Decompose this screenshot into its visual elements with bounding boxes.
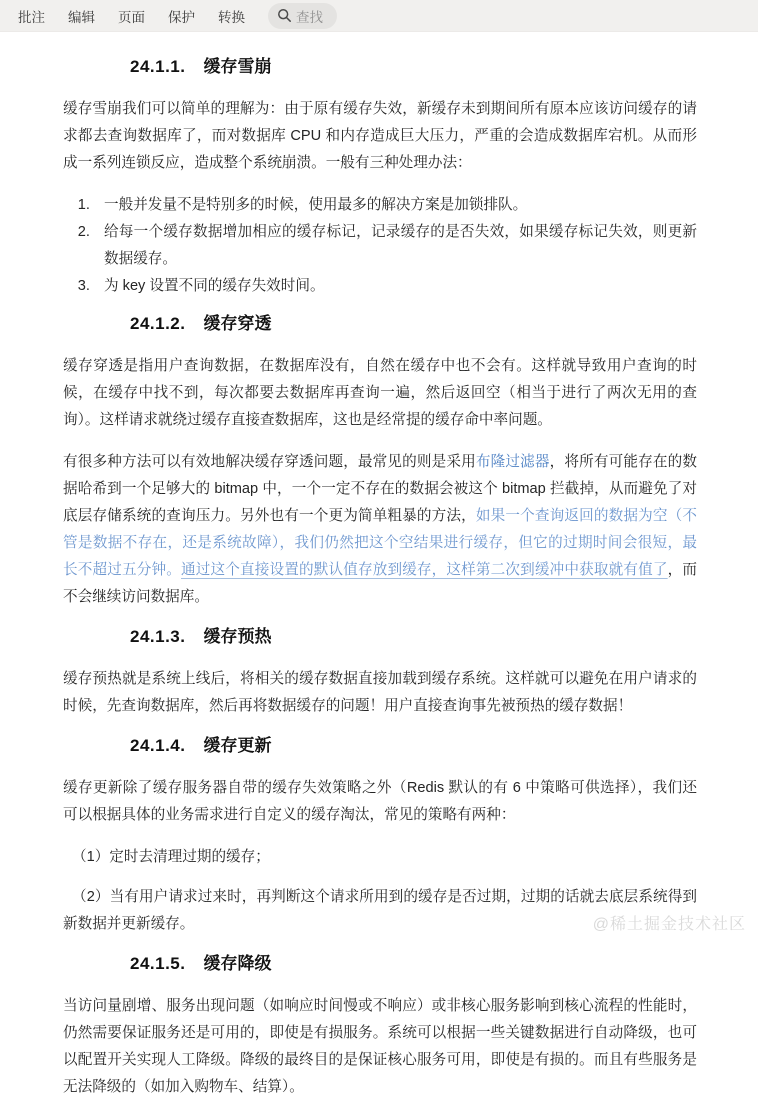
text-run: 有很多种方法可以有效地解决缓存穿透问题，最常见的则是采用 xyxy=(63,454,476,470)
list-item: 2. 给每一个缓存数据增加相应的缓存标记，记录缓存的是否失效，如果缓存标记失效，则更新数据缓存。 xyxy=(94,219,697,273)
highlighted-text-run: 如果一个查询返回的数据为空（不管是数据不存在，还是系统故障），我们仍然把这个空结果进行缓存，但它的过期时间会很短，最长不超过五分钟。 xyxy=(63,508,697,578)
paragraph-penetration-solutions xyxy=(63,449,697,611)
menu-item-edit[interactable]: 编辑 xyxy=(68,9,95,25)
section-number: 24.1.4. xyxy=(130,736,186,755)
list-item: 3. 为 key 设置不同的缓存失效时间。 xyxy=(94,273,697,300)
section-title: 缓存穿透 xyxy=(203,314,272,333)
menu-item-protect[interactable]: 保护 xyxy=(168,9,195,25)
section-title: 缓存更新 xyxy=(203,736,272,755)
section-title: 缓存雪崩 xyxy=(203,57,272,76)
menu-item-convert[interactable]: 转换 xyxy=(218,9,245,25)
paragraph-update-strategy-1: （1）定时去清理过期的缓存； xyxy=(72,849,270,865)
juejin-watermark: @稀土掘金技术社区 xyxy=(592,916,746,933)
text-run: ，将所有可能存在的数据哈希到一个足够大的 bitmap 中，一个一定不存在的数据会被这个 bitmap 拦截掉，从而避免了对底层存储系统的查询压力。另外也有一个更为简单粗暴的方法， xyxy=(63,454,697,524)
section-number: 24.1.3. xyxy=(130,627,186,646)
list-item: 1. 一般并发量不是特别多的时候，使用最多的解决方案是加锁排队。 xyxy=(94,192,697,219)
search-icon xyxy=(277,8,292,23)
highlighted-underlined-text-run: 通过这个直接设置的默认值存放到缓存，这样第二次到缓冲中获取就有值了 xyxy=(180,562,668,578)
menu-item-page[interactable]: 页面 xyxy=(118,9,145,25)
section-title: 缓存降级 xyxy=(203,954,272,973)
menu-item-annotate[interactable]: 批注 xyxy=(18,9,45,25)
paragraph-preheat: 缓存预热就是系统上线后，将相关的缓存数据直接加载到缓存系统。这样就可以避免在用户请求的时候，先查询数据库，然后再将数据缓存的问题！用户直接查询事先被预热的缓存数据！ xyxy=(63,671,697,714)
find-button[interactable] xyxy=(268,3,337,29)
section-number: 24.1.2. xyxy=(130,314,186,333)
text-run: ，而不会继续访问数据库。 xyxy=(63,562,697,605)
menu-bar xyxy=(0,0,758,32)
section-title: 缓存预热 xyxy=(203,627,272,646)
paragraph-avalanche-intro: 缓存雪崩我们可以简单的理解为：由于原有缓存失效，新缓存未到期间所有原本应该访问缓存的请求都去查询数据库了，而对数据库 CPU 和内存造成巨大压力，严重的会造成数据库宕机。从而形成一系列连锁反应，造成整个系统崩溃。一般有三种处理办法： xyxy=(63,101,697,171)
section-heading-cache-preheat xyxy=(130,626,697,648)
paragraph-degrade: 当访问量剧增、服务出现问题（如响应时间慢或不响应）或非核心服务影响到核心流程的性能时，仍然需要保证服务还是可用的，即使是有损服务。系统可以根据一些关键数据进行自动降级，也可以配置开关实现人工降级。降级的最终目的是保证核心服务可用，即使是有损的。而且有些服务是无法降级的（如加入购物车、结算）。 xyxy=(63,998,697,1095)
paragraph-update-intro: 缓存更新除了缓存服务器自带的缓存失效策略之外（Redis 默认的有 6 中策略可供选择），我们还可以根据具体的业务需求进行自定义的缓存淘汰，常见的策略有两种： xyxy=(63,780,697,823)
bloom-filter-link[interactable]: 布隆过滤器 xyxy=(475,454,550,470)
document-page xyxy=(0,32,758,1101)
section-heading-cache-avalanche xyxy=(130,56,697,78)
section-number: 24.1.1. xyxy=(130,57,186,76)
find-button-label: 查找 xyxy=(296,9,323,25)
paragraph-update-strategy-2: （2）当有用户请求过来时，再判断这个请求所用到的缓存是否过期，过期的话就去底层系统得到新数据并更新缓存。 xyxy=(63,889,697,932)
section-heading-cache-degrade xyxy=(130,953,697,975)
section-heading-cache-update xyxy=(130,735,697,757)
avalanche-solutions-list xyxy=(63,192,697,300)
section-heading-cache-penetration xyxy=(130,313,697,335)
section-number: 24.1.5. xyxy=(130,954,186,973)
paragraph-penetration-definition: 缓存穿透是指用户查询数据，在数据库没有，自然在缓存中也不会有。这样就导致用户查询的时候，在缓存中找不到，每次都要去数据库再查询一遍，然后返回空（相当于进行了两次无用的查询）。这样请求就绕过缓存直接查数据库，这也是经常提的缓存命中率问题。 xyxy=(63,358,697,428)
